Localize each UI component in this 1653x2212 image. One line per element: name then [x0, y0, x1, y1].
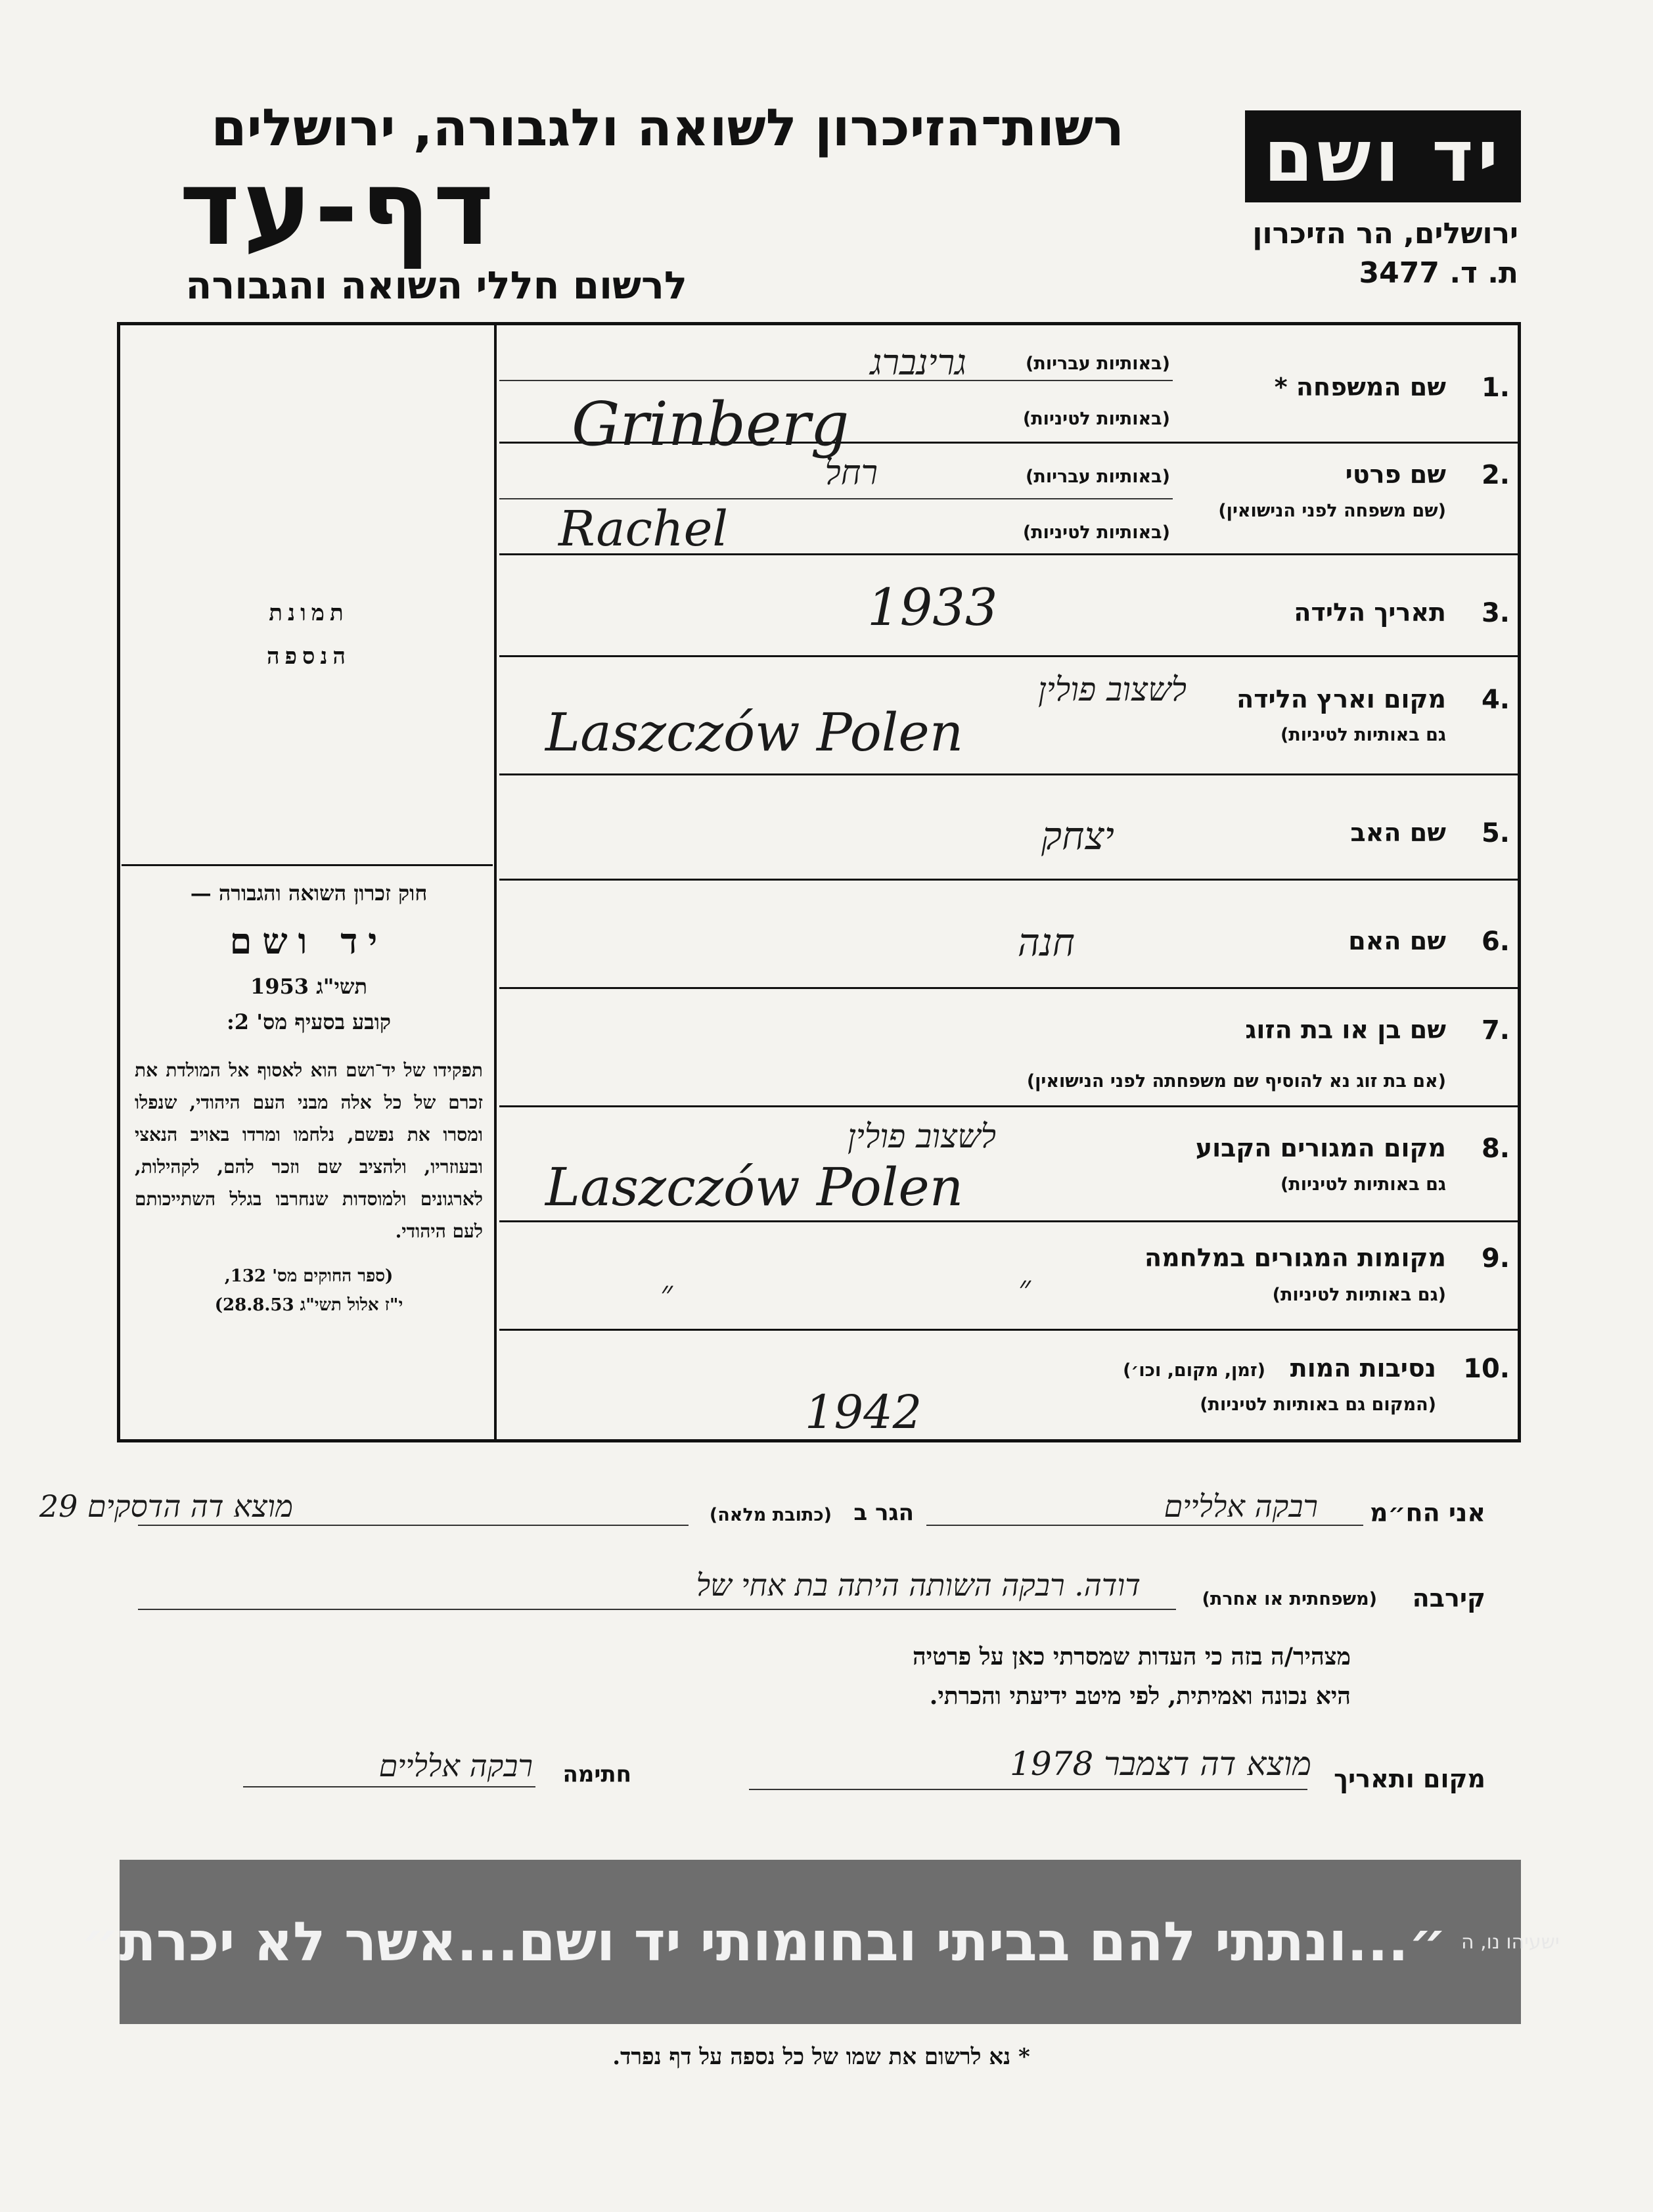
- field-2-hebrew-note: (באותיות עבריות): [1026, 467, 1170, 487]
- field-9-mark-1[interactable]: ״: [660, 1274, 673, 1312]
- law-source-line-1: (ספר החוקים מס' 132,: [224, 1266, 394, 1286]
- relation-label: קירבה: [1412, 1584, 1485, 1613]
- law-section: קובע בסעיף מס' 2:: [226, 1009, 391, 1034]
- law-year: תשי"ג 1953: [250, 974, 367, 999]
- declarant-value[interactable]: רבקה אלליים: [1164, 1488, 1318, 1524]
- relation-underline: [138, 1609, 1176, 1610]
- field-4-hebrew-value[interactable]: לשצוב פולין: [1037, 670, 1187, 708]
- field-9-mark-2[interactable]: ״: [1018, 1268, 1031, 1306]
- field-5-number: 5.: [1481, 818, 1510, 848]
- banner-reference: ישעיהו נו, ה: [1461, 1930, 1560, 1954]
- signature-value[interactable]: רבקה אלליים: [378, 1748, 533, 1784]
- field-2-latin-note: (באותיות לטיניות): [1022, 522, 1170, 543]
- photo-placeholder[interactable]: [197, 591, 420, 678]
- signature-label: חתימה: [562, 1761, 631, 1787]
- place-date-value[interactable]: מוצא דה דצמבר 1978: [1010, 1745, 1311, 1783]
- field-10-value[interactable]: 1942: [805, 1385, 922, 1439]
- field-2-latin-value[interactable]: Rachel: [558, 501, 729, 557]
- law-name: יד ושם: [229, 920, 388, 962]
- field-10-note-1: (זמן, מקום, וכו׳): [1123, 1360, 1265, 1381]
- field-1-latin-note: (באותיות לטיניות): [1022, 409, 1170, 429]
- yad-vashem-logo: יד ושם: [1245, 110, 1521, 202]
- field-2-number: 2.: [1481, 460, 1510, 490]
- field-4-note: גם באותיות לטיניות): [1280, 725, 1446, 745]
- field-10-label: נסיבות המות: [1290, 1354, 1436, 1383]
- field-2-hebrew-value[interactable]: רחל: [825, 453, 878, 493]
- declaration-line-2: היא נכונה ואמיתית, לפי מיטב ידיעתי והכרתי.: [929, 1682, 1351, 1710]
- law-box: [135, 881, 483, 1320]
- law-text: תפקידו של יד־ושם הוא לאסוף אל המולדת את זכרם של כל אלה מבני העם היהודי, שנפלו ומסרו את נפשם, נלחמו ומרדו באויב הנאצי ובעוזריו, ולהציב שם וזכר להם, לקהילות, לארגונים ולמוסדות שנחרבו בגלל השתייכותם לעם היהודי.: [135, 1059, 483, 1242]
- place-date-underline: [749, 1789, 1307, 1790]
- field-8-latin-value[interactable]: Laszczów Polen: [545, 1157, 964, 1218]
- quote-banner: [81, 1860, 1560, 2024]
- field-10-number: 10.: [1463, 1354, 1510, 1384]
- address-line-1: ירושלים, הר הזיכרון: [1252, 217, 1518, 250]
- address-underline: [138, 1525, 689, 1526]
- field-2-label: שם פרטי: [1345, 460, 1446, 489]
- photo-label-line-1: תמונת: [269, 600, 349, 626]
- address-line-2: ת. ד. 3477: [1359, 256, 1518, 290]
- field-6-value[interactable]: חנה: [1017, 920, 1075, 965]
- photo-label-line-2: הנספה: [266, 643, 351, 670]
- field-8-label: מקום המגורים הקבוע: [1195, 1134, 1446, 1163]
- relation-value[interactable]: דודה. רבקה השותה היתה בת אחי של: [696, 1567, 1141, 1603]
- left-column-divider: [122, 864, 493, 866]
- field-2-sublabel: (שם משפחה לפני הנישואין): [1218, 501, 1446, 521]
- field-1-underline: [499, 380, 1173, 381]
- field-4-label: מקום וארץ הלידה: [1236, 685, 1446, 714]
- law-source-line-2: י"ז אלול תשי"ג 28.8.53): [214, 1295, 403, 1315]
- address-value[interactable]: מוצא דה הדסקים 29: [39, 1488, 293, 1524]
- field-1-latin-value[interactable]: Grinberg: [572, 389, 849, 459]
- banner-quote: ״...ונתתי להם בביתי ובחומותי יד ושם...אשר לא יכרת״: [81, 1910, 1447, 1973]
- field-1-hebrew-note: (באותיות עבריות): [1026, 354, 1170, 374]
- field-3-value[interactable]: 1933: [867, 578, 998, 637]
- declaration-line-1: מצהיר/ה בזה כי העדות שמסרתי כאן על פרטיה: [913, 1643, 1351, 1671]
- field-4-latin-value[interactable]: Laszczów Polen: [545, 702, 964, 763]
- field-10-note-2: (המקום גם באותיות לטיניות): [1200, 1394, 1436, 1415]
- field-1-number: 1.: [1481, 373, 1510, 403]
- resides-label: הגר ב: [853, 1500, 914, 1526]
- field-1-label: שם המשפחה *: [1274, 373, 1446, 402]
- relation-note: (משפחתית או אחרת): [1202, 1589, 1377, 1609]
- field-3-label: תאריך הלידה: [1294, 598, 1446, 627]
- form-subtitle: לרשום חללי השואה והגבורה: [185, 263, 687, 308]
- field-7-label: שם בן או בת הזוג: [1245, 1015, 1446, 1044]
- footnote: * נא לרשום את שמו של כל נספה על דף נפרד.: [612, 2044, 1030, 2070]
- field-1-hebrew-value[interactable]: גרינברג: [870, 342, 966, 383]
- signature-underline: [243, 1786, 535, 1787]
- field-9-note: (גם באותיות לטיניות): [1272, 1285, 1446, 1305]
- authority-name: רשות־הזיכרון לשואה ולגבורה, ירושלים: [211, 99, 1124, 158]
- field-8-hebrew-value[interactable]: לשצוב פולין: [847, 1117, 996, 1155]
- field-6-number: 6.: [1481, 927, 1510, 957]
- field-2-underline: [499, 498, 1173, 499]
- field-row-9: [499, 1222, 1518, 1331]
- law-title: חוק זכרון השואה והגבורה —: [190, 881, 428, 906]
- form-title: דף-עד: [179, 148, 497, 269]
- place-date-label: מקום ותאריך: [1334, 1764, 1485, 1793]
- field-4-number: 4.: [1481, 685, 1510, 715]
- field-8-number: 8.: [1481, 1134, 1510, 1164]
- field-5-label: שם האב: [1350, 818, 1446, 847]
- field-5-value[interactable]: יצחק: [1041, 814, 1114, 858]
- field-9-label: מקומות המגורים במלחמה: [1144, 1243, 1446, 1272]
- declarant-label: אני הח״מ: [1370, 1498, 1485, 1527]
- declarant-underline: [926, 1525, 1363, 1526]
- field-6-label: שם האם: [1348, 927, 1446, 956]
- field-7-note: (אם בת זוג נא להוסיף שם משפחתה לפני הנישואין): [1026, 1071, 1446, 1092]
- field-8-note: גם באותיות לטיניות): [1280, 1174, 1446, 1195]
- field-9-number: 9.: [1481, 1243, 1510, 1274]
- field-7-number: 7.: [1481, 1015, 1510, 1046]
- address-note: (כתובת מלאה): [709, 1505, 832, 1525]
- field-3-number: 3.: [1481, 598, 1510, 628]
